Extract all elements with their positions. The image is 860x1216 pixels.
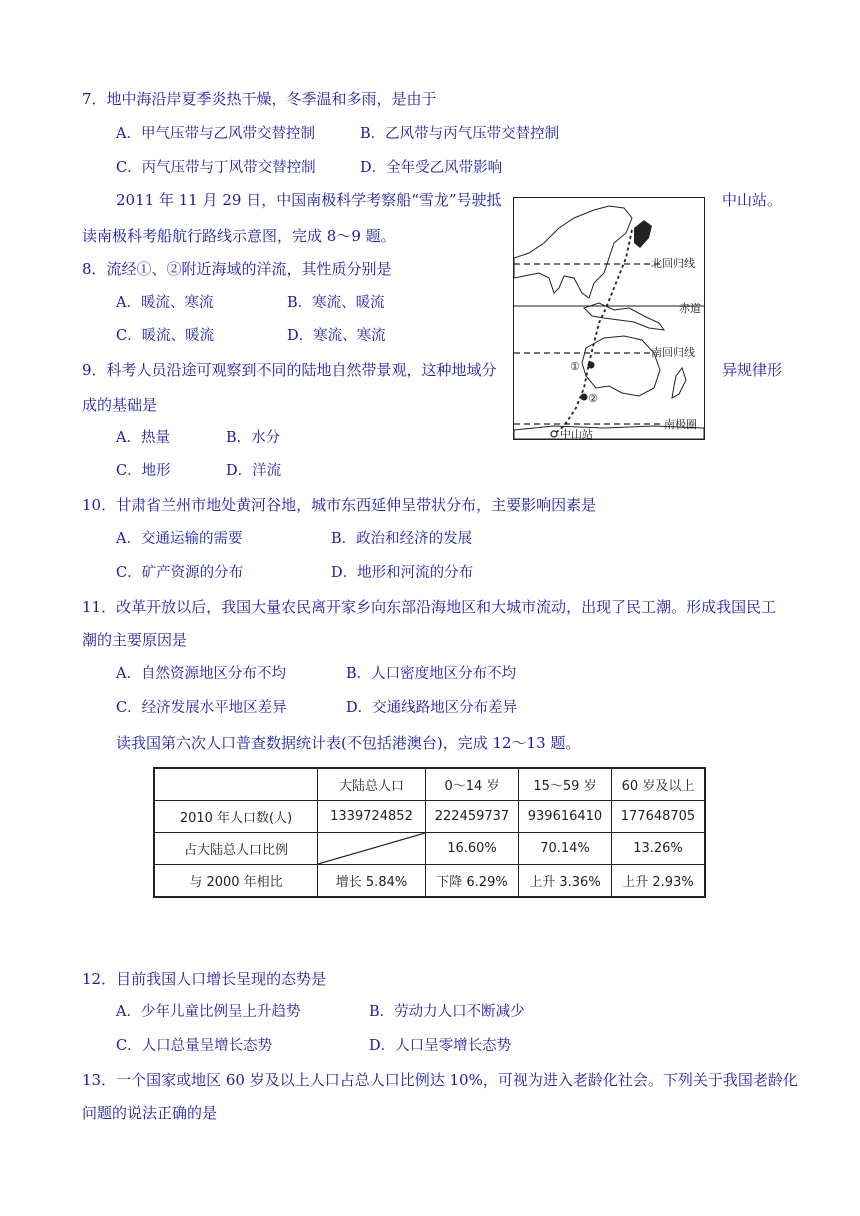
table-cell: 上升 2.93% <box>611 865 705 898</box>
table-cell: 222459737 <box>426 801 519 833</box>
marker-1-point <box>588 362 595 369</box>
question-11-stem2: 潮的主要原因是 <box>82 631 188 649</box>
question-7-stem: 7．地中海沿岸夏季炎热干燥，冬季温和多雨，是由于 <box>82 90 437 108</box>
question-11-option-b: B．人口密度地区分布不均 <box>346 666 517 682</box>
question-8-option-a: A．暖流、寒流 <box>116 295 214 311</box>
question-11-stem: 11．改革开放以后，我国大量农民离开家乡向东部沿海地区和大城市流动，出现了民工潮。形成我国民工 <box>82 598 777 616</box>
table-header-cell <box>154 768 318 801</box>
question-12-option-a: A．少年儿童比例呈上升趋势 <box>116 1004 301 1020</box>
table-header-row <box>154 768 705 801</box>
question-7-option-d: D．全年受乙风带影响 <box>360 160 503 176</box>
question-11-option-d: D．交通线路地区分布差异 <box>346 700 518 716</box>
question-11-option-a: A．自然资源地区分布不均 <box>116 666 286 682</box>
question-13-stem2: 问题的说法正确的是 <box>82 1104 218 1122</box>
question-10-option-d: D．地形和河流的分布 <box>331 565 474 581</box>
intro-8-9-line2: 读南极科考船航行路线示意图，完成 8～9 题。 <box>82 227 396 245</box>
question-9-option-b: B．水分 <box>226 430 281 446</box>
table-row <box>154 865 705 898</box>
question-7-option-a: A．甲气压带与乙风带交替控制 <box>116 126 315 142</box>
question-9-option-c: C．地形 <box>116 463 171 479</box>
table-cell: 占大陆总人口比例 <box>154 833 318 865</box>
marker-1-label: ① <box>570 360 580 373</box>
marker-2-point <box>581 394 588 401</box>
census-table <box>153 767 706 898</box>
question-10-option-c: C．矿产资源的分布 <box>116 565 244 581</box>
route-map-svg <box>514 198 704 439</box>
question-12-option-b: B．劳动力人口不断减少 <box>369 1004 525 1020</box>
question-9-stem: 9．科考人员沿途可观察到不同的陆地自然带景观，这种地域分 <box>82 361 497 379</box>
marker-2-label: ② <box>588 392 598 405</box>
question-9-option-a: A．热量 <box>116 430 170 446</box>
question-8-option-d: D．寒流、寒流 <box>287 328 386 344</box>
table-cell: 939616410 <box>518 801 611 833</box>
route-map <box>513 197 705 440</box>
table-cell: 13.26% <box>611 833 705 865</box>
table-cell: 上升 3.36% <box>518 865 611 898</box>
tropic-south-label: 南回归线 <box>651 346 695 359</box>
table-cell: 下降 6.29% <box>426 865 519 898</box>
question-12-option-d: D．人口呈零增长态势 <box>369 1038 512 1054</box>
table-cell: 与 2000 年相比 <box>154 865 318 898</box>
question-10-option-a: A．交通运输的需要 <box>116 531 243 547</box>
table-row <box>154 833 705 865</box>
table-cell: 16.60% <box>426 833 519 865</box>
tropic-north-label: 北回归线 <box>651 257 695 270</box>
intro-12-13: 读我国第六次人口普查数据统计表(不包括港澳台)，完成 12～13 题。 <box>116 734 581 752</box>
table-cell: 增长 5.84% <box>318 865 426 898</box>
new-zealand-landmass <box>672 368 686 398</box>
question-8-option-c: C．暖流、暖流 <box>116 328 215 344</box>
table-header-cell: 60 岁及以上 <box>611 768 705 801</box>
table-row <box>154 801 705 833</box>
question-13-stem: 13．一个国家或地区 60 岁及以上人口占总人口比例达 10%，可视为进入老龄化社会。下列关于我国老龄化 <box>82 1071 798 1089</box>
question-11-option-c: C．经济发展水平地区差异 <box>116 700 287 716</box>
japan-landmass <box>634 220 652 248</box>
question-7-option-c: C．丙气压带与丁风带交替控制 <box>116 160 316 176</box>
question-8-option-b: B．寒流、暖流 <box>287 295 385 311</box>
intro-8-9-line1: 2011 年 11 月 29 日，中国南极科学考察船“雪龙”号驶抵 <box>116 191 502 209</box>
equator-label: 赤道 <box>679 302 701 315</box>
table-header-cell: 大陆总人口 <box>318 768 426 801</box>
station-point <box>551 431 557 437</box>
diagonal-line <box>318 833 425 864</box>
antarctic-circle-label: 南极圈 <box>664 418 697 431</box>
question-8-stem: 8．流经①、②附近海域的洋流，其性质分别是 <box>82 260 392 278</box>
question-9-stem2: 成的基础是 <box>82 396 158 414</box>
question-10-option-b: B．政治和经济的发展 <box>331 531 473 547</box>
table-header-cell: 15～59 岁 <box>518 768 611 801</box>
question-12-stem: 12．目前我国人口增长呈现的态势是 <box>82 970 327 988</box>
table-header-cell: 0～14 岁 <box>426 768 519 801</box>
intro-8-9-line1-end: 中山站。 <box>722 191 783 209</box>
table-cell: 70.14% <box>518 833 611 865</box>
station-label: 中山站 <box>560 428 593 439</box>
table-cell: 2010 年人口数(人) <box>154 801 318 833</box>
sea-islands <box>584 303 664 330</box>
question-9-option-d: D．洋流 <box>226 463 282 479</box>
question-7-option-b: B．乙风带与丙气压带交替控制 <box>360 126 560 142</box>
question-12-option-c: C．人口总量呈增长态势 <box>116 1038 273 1054</box>
question-10-stem: 10．甘肃省兰州市地处黄河谷地，城市东西延伸呈带状分布，主要影响因素是 <box>82 496 597 514</box>
asia-landmass <box>514 206 632 298</box>
table-cell-diagonal <box>318 833 426 865</box>
table-cell: 177648705 <box>611 801 705 833</box>
question-9-stem-end: 异规律形 <box>722 361 783 379</box>
table-cell: 1339724852 <box>318 801 426 833</box>
